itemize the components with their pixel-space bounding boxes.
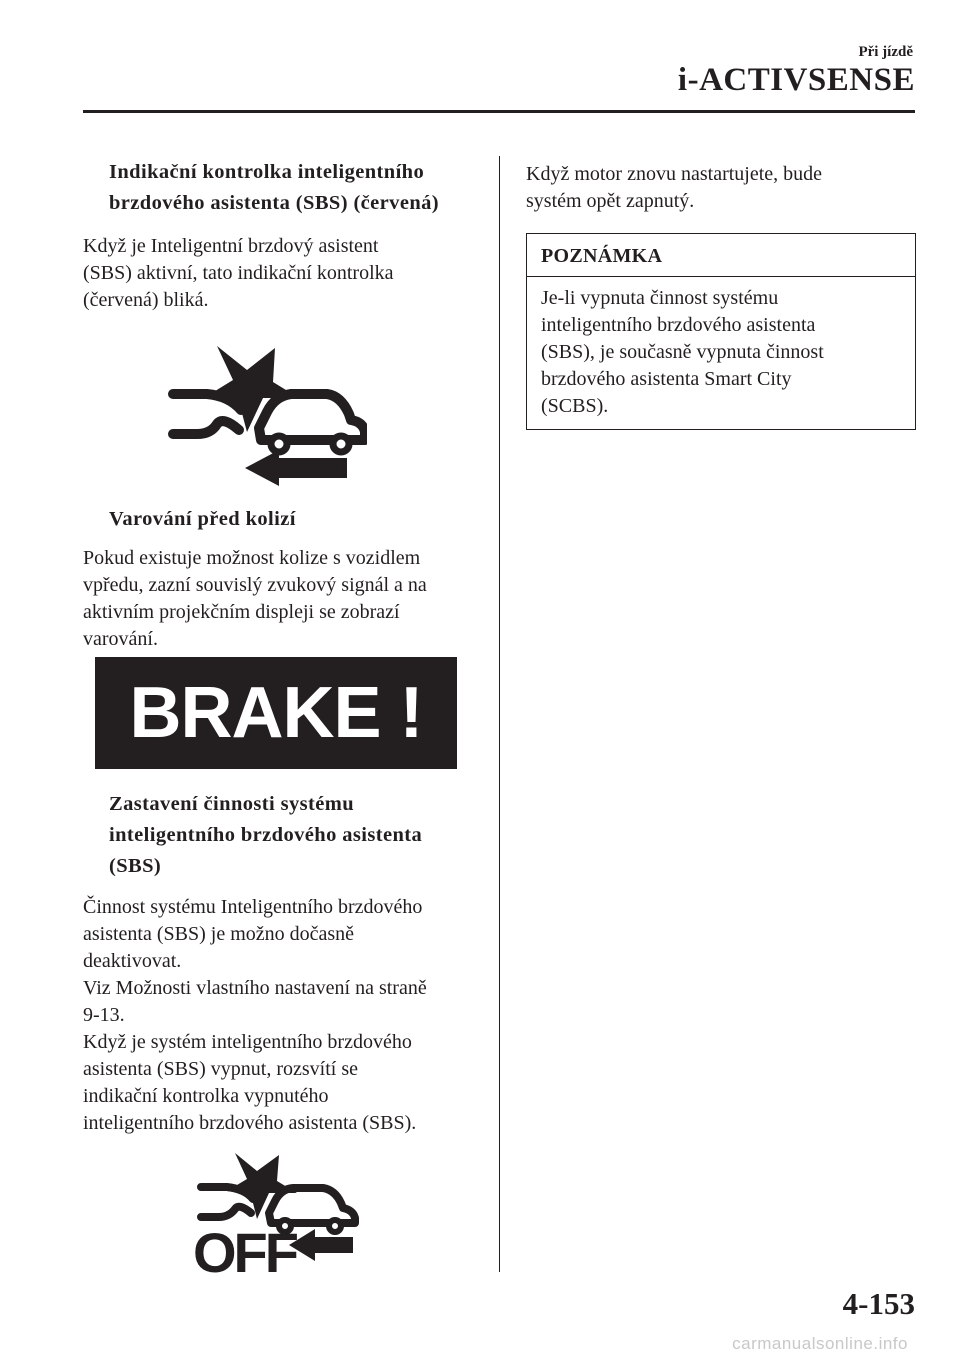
text-line: 9-13. — [83, 1004, 125, 1026]
running-header-title: i-ACTIVSENSE — [677, 62, 915, 98]
running-header-section: Při jízdě — [858, 44, 913, 60]
text-line: (SCBS). — [541, 395, 609, 417]
text-line: (červená) bliká. — [83, 289, 209, 311]
text-line: inteligentního brzdového asistenta (SBS). — [83, 1112, 417, 1134]
text-line: (SBS), je současně vypnuta činnost — [541, 341, 824, 363]
column-divider — [499, 156, 500, 1272]
text-line: inteligentního brzdového asistenta — [541, 314, 816, 336]
restart-paragraph — [526, 161, 916, 215]
text-line: asistenta (SBS) je možno dočasně — [83, 923, 355, 945]
text-line: (SBS) aktivní, tato indikační kontrolka — [83, 262, 394, 284]
sbs-indicator-paragraph — [83, 233, 483, 314]
text-line: brzdového asistenta Smart City — [541, 368, 792, 390]
note-title: POZNÁMKA — [527, 234, 915, 277]
off-label: OFF — [193, 1221, 296, 1284]
text-line: systém opět zapnutý. — [526, 190, 695, 212]
text-line: Viz Možnosti vlastního nastavení na straně — [83, 977, 427, 999]
heading-line: Zastavení činnosti systému — [109, 793, 355, 815]
text-line: Když motor znovu nastartujete, bude — [526, 163, 823, 185]
text-line: varování. — [83, 628, 158, 650]
text-line: Když je systém inteligentního brzdového — [83, 1031, 412, 1053]
left-column — [83, 157, 483, 1283]
text-line: asistenta (SBS) vypnut, rozsvítí se — [83, 1058, 358, 1080]
text-line: Pokud existuje možnost kolize s vozidlem — [83, 547, 421, 569]
heading-line: Indikační kontrolka inteligentního — [109, 161, 425, 183]
text-line: vpředu, zazní souvislý zvukový signál a na — [83, 574, 427, 596]
note-box — [526, 233, 916, 430]
heading-line: brzdového asistenta (SBS) (červená) — [109, 192, 440, 214]
collision-warning-paragraph — [83, 545, 483, 653]
heading-sbs-indicator — [83, 157, 483, 219]
heading-collision-warning: Varování před kolizí — [109, 508, 296, 530]
heading-line: inteligentního brzdového asistenta — [109, 824, 423, 846]
text-line: deaktivovat. — [83, 950, 182, 972]
header-rule — [83, 110, 915, 113]
page-number: 4-153 — [842, 1286, 915, 1321]
right-column — [526, 161, 916, 430]
sbs-warning-icon — [167, 346, 367, 486]
brake-warning-display: BRAKE ! — [95, 657, 457, 769]
sbs-off-icon — [195, 1153, 365, 1283]
text-line: Je-li vypnuta činnost systému — [541, 287, 779, 309]
text-line: indikační kontrolka vypnutého — [83, 1085, 329, 1107]
text-line: aktivním projekčním displeji se zobrazí — [83, 601, 400, 623]
text-line: Činnost systému Inteligentního brzdového — [83, 896, 423, 918]
watermark: carmanualsonline.info — [732, 1334, 908, 1353]
heading-line: (SBS) — [109, 855, 162, 877]
note-body — [527, 277, 915, 429]
heading-deactivate-sbs — [83, 789, 483, 882]
deactivate-sbs-paragraph — [83, 894, 483, 1137]
text-line: Když je Inteligentní brzdový asistent — [83, 235, 379, 257]
